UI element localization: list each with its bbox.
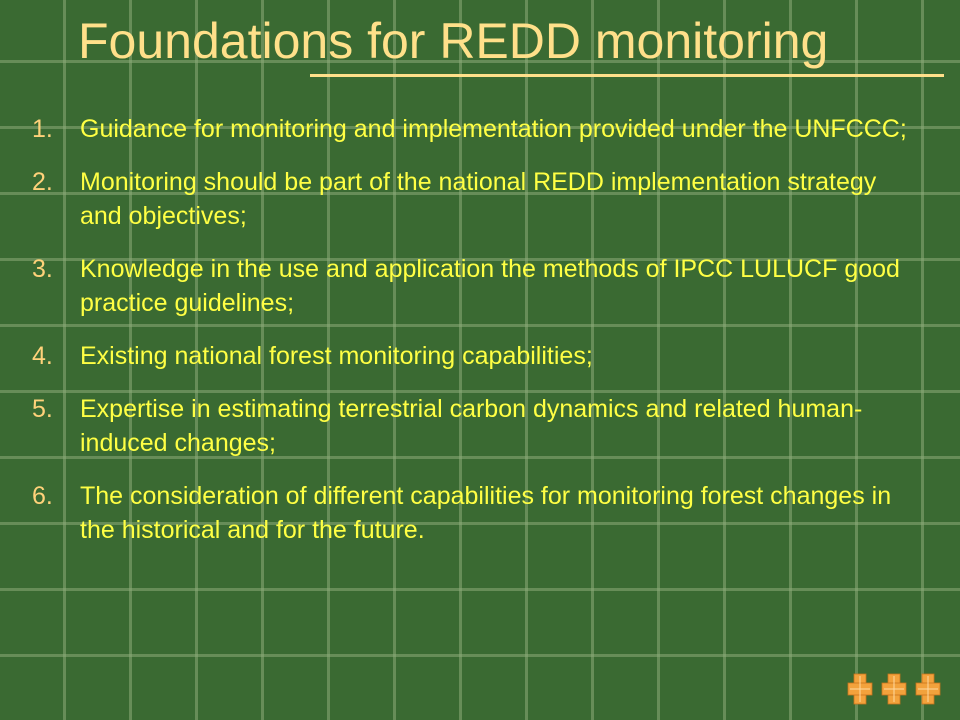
list-item-number: 6.: [32, 482, 53, 510]
list-item: [30, 392, 910, 460]
list-item-text: The consideration of different capabilities for monitoring forest changes in the historical and for the future.: [80, 482, 892, 544]
list-item: [30, 112, 910, 146]
foundations-list: [30, 112, 910, 566]
title-underline: [310, 74, 944, 77]
list-item: [30, 252, 910, 320]
list-item-text: Expertise in estimating terrestrial carbon dynamics and related human-induced changes;: [80, 395, 863, 457]
list-item: [30, 339, 910, 373]
list-item-text: Guidance for monitoring and implementation provided under the UNFCCC;: [80, 115, 907, 143]
list-item-text: Existing national forest monitoring capabilities;: [80, 342, 593, 370]
slide-title: Foundations for REDD monitoring: [78, 13, 829, 69]
list-item: [30, 479, 910, 547]
list-item-number: 5.: [32, 395, 53, 423]
list-item-text: Monitoring should be part of the national REDD implementation strategy and objectives;: [80, 168, 877, 230]
list-item-number: 1.: [32, 115, 53, 143]
orange-cross-pattern-icon: [846, 672, 944, 706]
list-item-number: 3.: [32, 255, 53, 283]
list-item-number: 2.: [32, 168, 53, 196]
list-item: [30, 165, 910, 233]
list-item-text: Knowledge in the use and application the methods of IPCC LULUCF good practice guidelines;: [80, 255, 900, 317]
list-item-number: 4.: [32, 342, 53, 370]
